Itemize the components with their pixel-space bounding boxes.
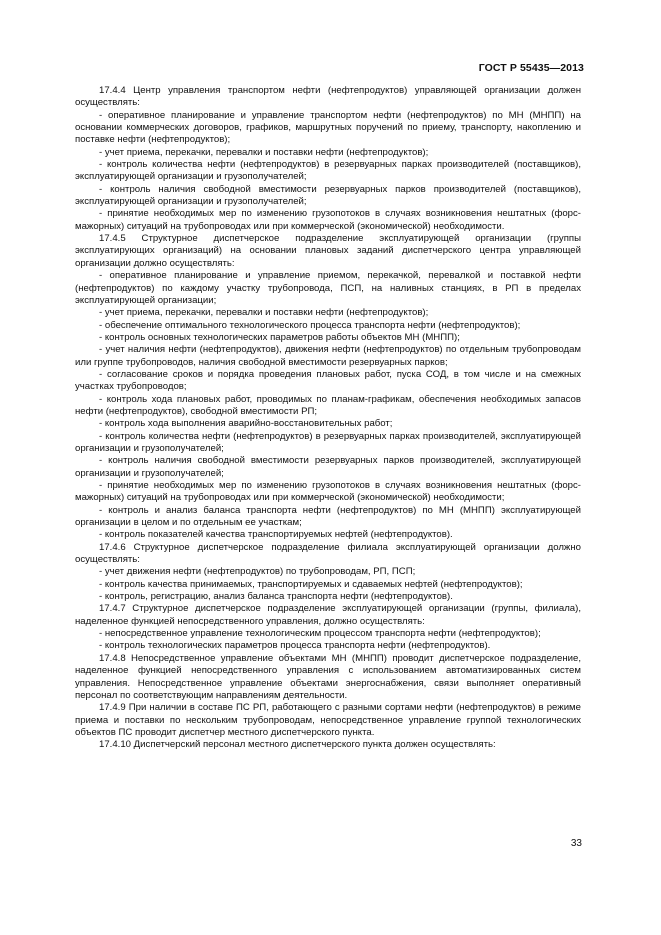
paragraph: 17.4.6 Структурное диспетчерское подразделение филиала эксплуатирующей организации должно осуществлять: bbox=[75, 541, 581, 566]
paragraph: - контроль качества принимаемых, транспортируемых и сдаваемых нефтей (нефтепродуктов); bbox=[99, 578, 523, 590]
paragraph: - контроль количества нефти (нефтепродуктов) в резервуарных парках производителей, эксплуатирующей организации и грузополучателей; bbox=[75, 430, 581, 454]
standard-header: ГОСТ Р 55435—2013 bbox=[478, 62, 584, 74]
paragraph: - непосредственное управление технологическим процессом транспорта нефти (нефтепродуктов); bbox=[99, 628, 541, 640]
paragraph: - контроль основных технологических параметров работы объектов МН (МНПП); bbox=[99, 331, 460, 343]
paragraph: - оперативное планирование и управление транспортом нефти (нефтепродуктов) по МН (МНПП) на основании коммерческих договоров, графиков, маршрутных поручений по приему, транспорту, накоплению и поставке нефти (нефтепродуктов); bbox=[75, 109, 581, 146]
paragraph: - контроль, регистрацию, анализ баланса транспорта нефти (нефтепродуктов). bbox=[99, 591, 453, 603]
paragraph: 17.4.8 Непосредственное управление объектами МН (МНПП) проводит диспетчерское подразделение, наделенное функцией непосредственного управления с использованием автоматизированных систем управления. Непосредственное управление объектами энергоснабжения, связи выполняет оперативный персонал по соответствующим направлениям деятельности. bbox=[75, 652, 581, 701]
document-body bbox=[75, 85, 581, 752]
paragraph: - контроль наличия свободной вместимости резервуарных парков производителей, эксплуатирующей организации и грузополучателей; bbox=[75, 455, 581, 479]
page-number: 33 bbox=[570, 838, 582, 849]
paragraph: 17.4.5 Структурное диспетчерское подразделение эксплуатирующей организации (группы эксплуатирующих организаций) на основании плановых заданий диспетчерского центра управляющей организации должно осуществлять: bbox=[75, 233, 581, 269]
paragraph: - контроль технологических параметров процесса транспорта нефти (нефтепродуктов). bbox=[99, 640, 491, 652]
paragraph: 17.4.7 Структурное диспетчерское подразделение эксплуатирующей организации (группы, филиала), наделенное функцией непосредственного управления, должно осуществлять: bbox=[75, 603, 581, 627]
paragraph: - принятие необходимых мер по изменению грузопотоков в случаях возникновения нештатных (форс-мажорных) ситуаций на трубопроводах или при коммерческой (экономической) необходимости. bbox=[75, 208, 581, 232]
paragraph: 17.4.4 Центр управления транспортом нефти (нефтепродуктов) управляющей организации должен осуществлять: bbox=[75, 85, 581, 109]
paragraph: - контроль и анализ баланса транспорта нефти (нефтепродуктов) по МН (МНПП) эксплуатирующей организации в целом и по отдельным ее участкам; bbox=[75, 504, 581, 529]
paragraph: - учет приема, перекачки, перевалки и поставки нефти (нефтепродуктов); bbox=[99, 307, 429, 319]
paragraph: 17.4.10 Диспетчерский персонал местного диспетчерского пункта должен осуществлять: bbox=[99, 739, 496, 751]
paragraph: - обеспечение оптимального технологического процесса транспорта нефти (нефтепродуктов); bbox=[99, 319, 521, 331]
paragraph: - принятие необходимых мер по изменению грузопотоков в случаях возникновения нештатных (форс-мажорных) ситуаций на трубопроводах или при коммерческой (экономической) необходимости; bbox=[75, 480, 581, 504]
paragraph: - учет движения нефти (нефтепродуктов) по трубопроводам, РП, ПСП; bbox=[99, 566, 416, 578]
paragraph: - контроль хода плановых работ, проводимых по планам-графикам, обеспечения необходимых запасов нефти (нефтепродуктов), свободной вместимости РП; bbox=[75, 393, 581, 417]
paragraph: - учет приема, перекачки, перевалки и поставки нефти (нефтепродуктов); bbox=[99, 146, 429, 158]
paragraph: 17.4.9 При наличии в составе ПС РП, работающего с разными сортами нефти (нефтепродуктов) в режиме приема и поставки по нескольким трубопроводам, непосредственное управление группой технологических объектов ПС проводит диспетчер местного диспетчерского пункта. bbox=[75, 702, 581, 738]
paragraph: - контроль количества нефти (нефтепродуктов) в резервуарных парках производителей (поставщиков), эксплуатирующей организации и грузополучателей; bbox=[75, 159, 581, 183]
paragraph: - контроль наличия свободной вместимости резервуарных парков производителей (поставщиков), эксплуатирующей организации и грузополучателей; bbox=[75, 183, 581, 208]
paragraph: - контроль хода выполнения аварийно-восстановительных работ; bbox=[99, 418, 393, 430]
paragraph: - контроль показателей качества транспортируемых нефтей (нефтепродуктов). bbox=[99, 529, 453, 541]
paragraph: - согласование сроков и порядка проведения плановых работ, пуска СОД, в том числе и на смежных участках трубопроводов; bbox=[75, 368, 581, 393]
paragraph: - учет наличия нефти (нефтепродуктов), движения нефти (нефтепродуктов) по отдельным трубопроводам или группе трубопроводов, наличия свободной вместимости резервуарных парков; bbox=[75, 344, 581, 368]
paragraph: - оперативное планирование и управление приемом, перекачкой, перевалкой и поставкой нефти (нефтепродуктов) по каждому участку трубопровода, ПСП, на наливных станциях, в РП в пределах эксплуатирующей организации; bbox=[75, 270, 581, 306]
